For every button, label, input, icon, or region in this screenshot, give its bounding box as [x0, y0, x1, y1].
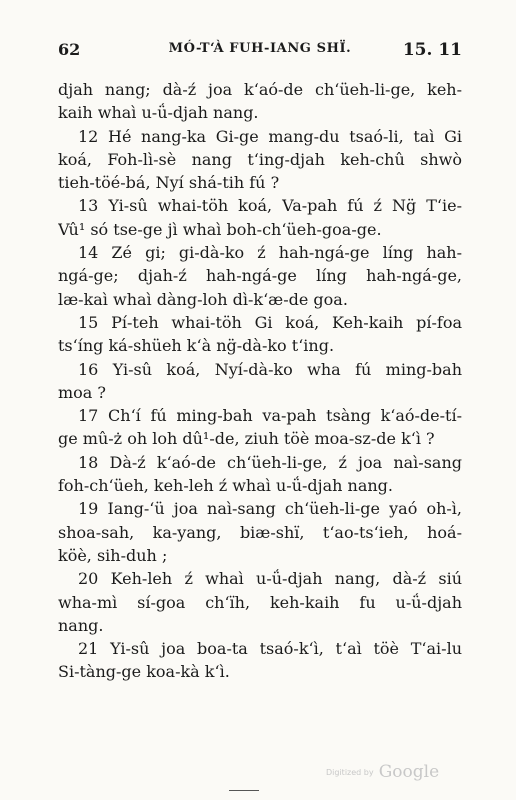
- text-line: shoa-sah, ka-yang, biæ-shï, t‘ao-ts‘ieh, hoá-: [58, 522, 462, 542]
- text-line: ge mû-ż oh loh dû¹-de, ziuh töè moa-sz-de k‘ì ?: [58, 429, 435, 449]
- text-line: 19 Iang-‘ü joa naì-sang ch‘üeh-li-ge yaó oh-ì,: [78, 499, 462, 519]
- text-line: 16 Yi-sû koá, Nyí-dà-ko wha fú ming-bah: [78, 359, 462, 379]
- text-line: tieh-töé-bá, Nyí shá-tih fú ?: [58, 173, 280, 193]
- text-line: læ-kaì whaì dàng-loh dì-k‘æ-de goa.: [58, 289, 348, 309]
- text-line: wha-mì sí-goa ch‘ïh, keh-kaih fu u-ǘ-djah: [58, 592, 462, 612]
- text-line: 21 Yi-sû joa boa-ta tsaó-k‘ì, t‘aì töè T‘ai-lu: [78, 639, 462, 659]
- text-line: ts‘íng ká-shüeh k‘à ng̈-dà-ko t‘ing.: [58, 336, 335, 356]
- text-line: Si-tàng-ge koa-kà k‘ì.: [58, 662, 230, 682]
- page-body-text: [58, 78, 462, 684]
- text-line: 15 Pí-teh whai-töh Gi koá, Keh-kaih pí-foa: [78, 312, 462, 332]
- text-line: koá, Foh-lì-sè nang t‘ing-djah keh-chû shwò: [58, 149, 462, 169]
- watermark-brand: Google: [378, 762, 440, 782]
- text-line: 14 Zé gi; gi-dà-ko ź hah-ngá-ge líng hah-: [78, 243, 462, 263]
- page-number: 62: [58, 40, 81, 59]
- text-line: 13 Yi-sû whai-töh koá, Va-pah fú ź Ng̈ T‘ie-: [78, 196, 462, 216]
- text-line: foh-ch‘üeh, keh-leh ź whaì u-ǘ-djah nang.: [58, 476, 394, 496]
- text-line: ngá-ge; djah-ź hah-ngá-ge líng hah-ngá-ge,: [58, 266, 462, 286]
- digitized-watermark: [326, 762, 440, 784]
- chapter-verse-ref: 15. 11: [402, 40, 462, 60]
- text-line: 17 Ch‘í fú ming-bah va-pah tsàng k‘aó-de-tí-: [78, 406, 462, 426]
- text-line: nang.: [58, 615, 104, 635]
- text-line: 18 Dà-ź k‘aó-de ch‘üeh-li-ge, ź joa naì-sang: [78, 452, 462, 472]
- text-line: djah nang; dà-ź joa k‘aó-de ch‘üeh-li-ge, keh-: [58, 80, 462, 99]
- watermark-prefix: Digitized by: [326, 768, 374, 777]
- text-line: 12 Hé nang-ka Gi-ge mang-du tsaó-li, taì Gi: [78, 126, 462, 146]
- running-header: [58, 40, 462, 66]
- text-line: kaih whaì u-ǘ-djah nang.: [58, 103, 259, 123]
- text-line: köè, sih-duh ;: [58, 545, 168, 565]
- text-line: 20 Keh-leh ź whaì u-ǘ-djah nang, dà-ź siú: [78, 569, 462, 589]
- text-line: moa ?: [58, 382, 107, 402]
- text-line: Vû¹ só tse-ge jì whaì boh-ch‘üeh-goa-ge.: [58, 219, 382, 239]
- running-title: MÓ-T‘À FUH-IANG SHÏ.: [168, 41, 352, 56]
- bottom-rule: [229, 790, 259, 791]
